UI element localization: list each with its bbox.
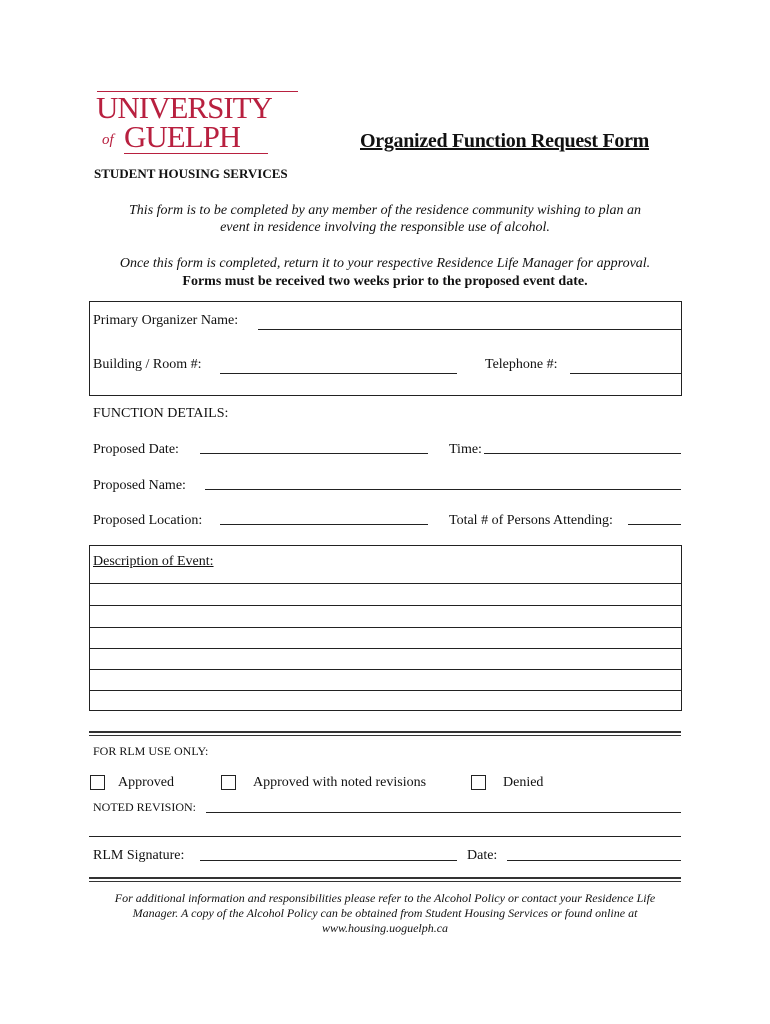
description-line[interactable] bbox=[89, 690, 681, 691]
logo-of: of bbox=[102, 132, 114, 148]
signature-label: RLM Signature: bbox=[93, 848, 185, 863]
revision-field-line2[interactable] bbox=[89, 836, 681, 837]
approved-with-revisions-label: Approved with noted revisions bbox=[253, 775, 427, 790]
telephone-field[interactable] bbox=[570, 373, 681, 374]
department-name: STUDENT HOUSING SERVICES bbox=[94, 166, 288, 181]
denied-label: Denied bbox=[503, 775, 544, 790]
footer-url[interactable]: www.housing.uoguelph.ca bbox=[321, 921, 449, 935]
footer-line1: For additional information and responsibilities please refer to the Alcohol Policy or contact your Residence Life bbox=[114, 891, 656, 905]
room-field[interactable] bbox=[220, 373, 457, 374]
persons-label: Total # of Persons Attending: bbox=[449, 513, 613, 528]
function-name-field[interactable] bbox=[205, 489, 681, 490]
logo-line2: GUELPH bbox=[124, 122, 241, 151]
intro-line2: event in residence involving the responsible use of alcohol. bbox=[220, 220, 550, 235]
intro-line3: Once this form is completed, return it to your respective Residence Life Manager for approval. bbox=[119, 256, 651, 271]
intro-line1: This form is to be completed by any member of the residence community wishing to plan an bbox=[129, 203, 641, 218]
logo-rule-bottom bbox=[124, 153, 268, 154]
intro-line4: Forms must be received two weeks prior to the proposed event date. bbox=[182, 274, 588, 289]
denied-checkbox[interactable] bbox=[471, 775, 486, 790]
rlm-date-label: Date: bbox=[467, 848, 498, 863]
function-name-label: Proposed Name: bbox=[93, 478, 186, 493]
room-label: Building / Room #: bbox=[93, 357, 202, 372]
page-title: Organized Function Request Form bbox=[360, 130, 650, 152]
divider-double bbox=[89, 877, 681, 882]
location-field[interactable] bbox=[220, 524, 428, 525]
date-field[interactable] bbox=[200, 453, 428, 454]
time-field[interactable] bbox=[484, 453, 681, 454]
persons-field[interactable] bbox=[628, 524, 681, 525]
revision-label: NOTED REVISION: bbox=[93, 800, 196, 814]
telephone-label: Telephone #: bbox=[485, 357, 558, 372]
description-label: Description of Event: bbox=[93, 554, 214, 569]
time-label: Time: bbox=[449, 442, 482, 457]
organizer-name-label: Primary Organizer Name: bbox=[93, 313, 239, 328]
signature-field[interactable] bbox=[200, 860, 457, 861]
logo-rule-top bbox=[97, 91, 298, 92]
organizer-name-field[interactable] bbox=[258, 329, 681, 330]
description-line[interactable] bbox=[89, 648, 681, 649]
location-label: Proposed Location: bbox=[93, 513, 203, 528]
logo-line1: UNIVERSITY bbox=[96, 93, 272, 122]
divider-double bbox=[89, 731, 681, 736]
footer-line2: Manager. A copy of the Alcohol Policy can be obtained from Student Housing Services or found online at bbox=[132, 906, 638, 920]
revision-field[interactable] bbox=[206, 812, 681, 813]
description-line[interactable] bbox=[89, 583, 681, 584]
description-line[interactable] bbox=[89, 669, 681, 670]
description-line[interactable] bbox=[89, 627, 681, 628]
description-line[interactable] bbox=[89, 605, 681, 606]
date-label: Proposed Date: bbox=[93, 442, 179, 457]
approved-with-revisions-checkbox[interactable] bbox=[221, 775, 236, 790]
rlm-heading: FOR RLM USE ONLY: bbox=[93, 744, 209, 758]
approved-label: Approved bbox=[118, 775, 174, 790]
approved-checkbox[interactable] bbox=[90, 775, 105, 790]
rlm-date-field[interactable] bbox=[507, 860, 681, 861]
function-details-heading: FUNCTION DETAILS: bbox=[93, 406, 229, 421]
